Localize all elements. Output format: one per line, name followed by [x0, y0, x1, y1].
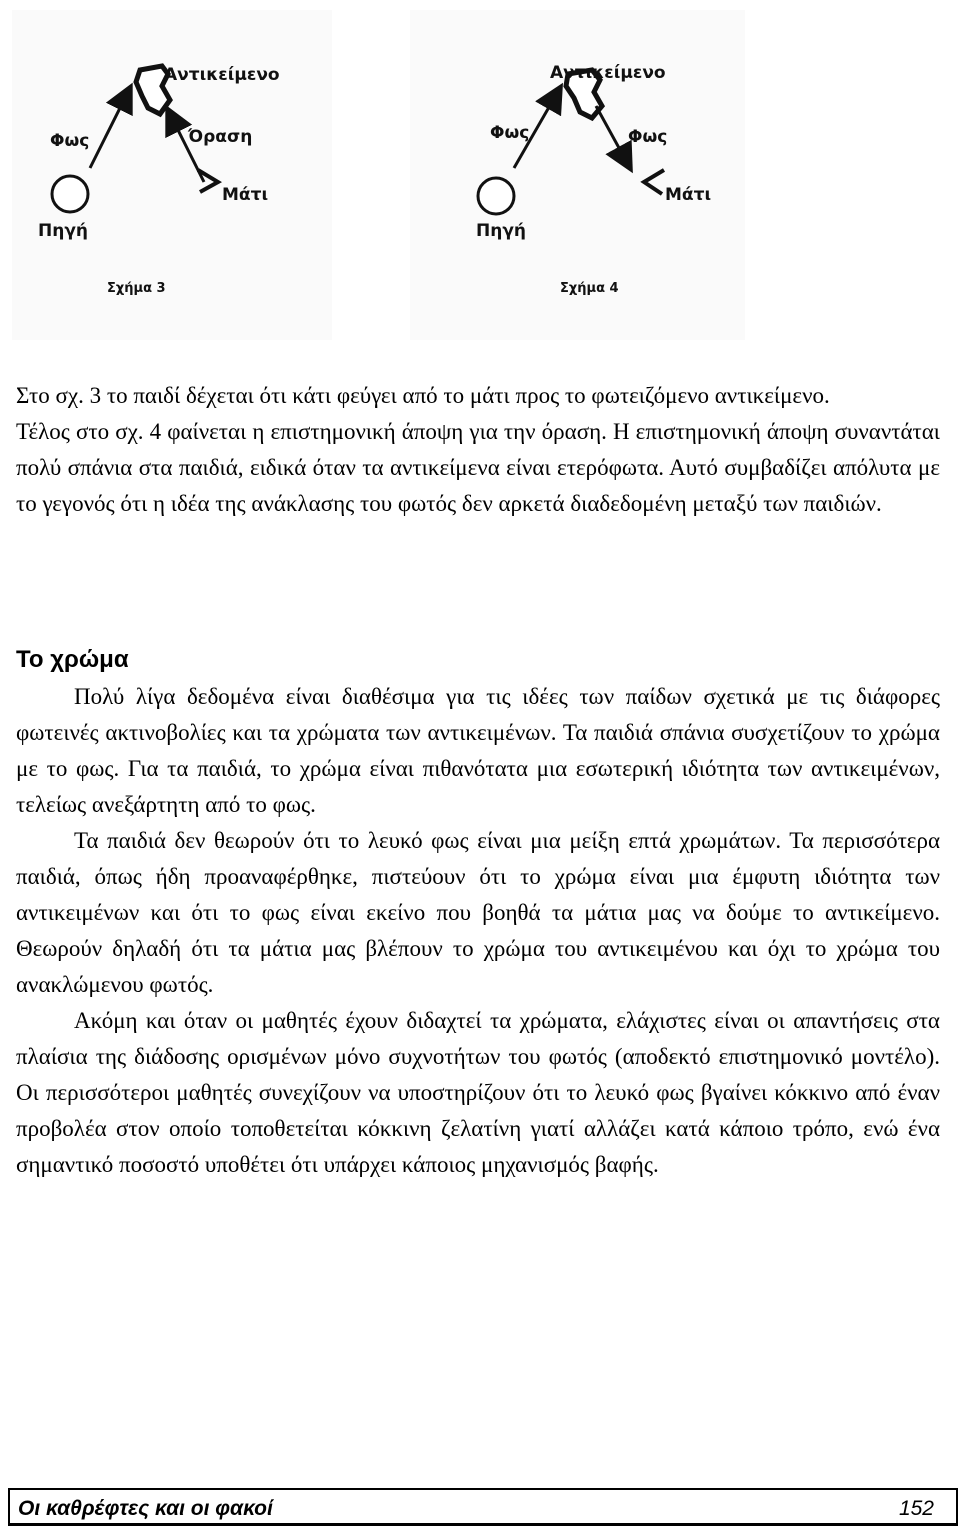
- light-arrow-object-to-eye: [596, 106, 630, 168]
- light-arrow: [90, 88, 130, 168]
- source-circle: [478, 178, 514, 214]
- label-eye: Μάτι: [665, 185, 712, 205]
- body-paragraph-3: Ακόμη και όταν οι μαθητές έχουν διδαχτεί τα χρώματα, ελάχιστες είναι οι απαντήσεις στα πλαίσια της διάδοσης ορισμένων μόνο συχνοτήτων του φωτός (αποδεκτό επιστημονικό μοντέλο). Οι περισσότεροι μαθητές συνεχίζουν να υποστηρίζουν ότι το λευκό φως βγαίνει κόκκινο από έναν προβολέα στον οποίο τοποθετείται κόκκινη ζελατίνη γιατί αλλάζει κατά κάποιο τρόπο, ενώ ένα σημαντικό ποσοστό υποθέτει ότι υπάρχει κάποιος μηχανισμός βαφής.: [16, 1008, 940, 1177]
- eye-shape: [198, 170, 218, 192]
- figure-3-diagram: [12, 10, 332, 340]
- label-light-right: Φως: [628, 127, 668, 147]
- intro-text: [16, 378, 940, 522]
- body-paragraph-1: Πολύ λίγα δεδομένα είναι διαθέσιμα για τις ιδέες των παίδων σχετικά με τις διάφορες φωτεινές ακτινοβολίες και τα χρώματα των αντικειμένων. Τα παιδιά σπάνια συσχετίζουν το χρώμα με το φως. Για τα παιδιά, το χρώμα είναι πιθανότατα μια εσωτερική ιδιότητα των αντικειμένων, τελείως ανεξάρτητη από το φως.: [16, 684, 940, 817]
- intro-paragraph-2: Τέλος στο σχ. 4 φαίνεται η επιστημονική άποψη για την όραση. Η επιστημονική άποψη συναντάται πολύ σπάνια στα παιδιά, ειδικά όταν τα αντικείμενα είναι ετερόφωτα. Αυτό συμβαδίζει απόλυτα με το γεγονός ότι η ιδέα της ανάκλασης του φωτός δεν αρκετά διαδεδομένη μεταξύ των παιδιών.: [16, 419, 940, 516]
- label-light-left: Φως: [490, 123, 530, 143]
- figure-4: [410, 10, 745, 340]
- page-number: 152: [898, 1497, 934, 1520]
- label-eye: Μάτι: [222, 185, 269, 205]
- page-footer: [8, 1488, 958, 1526]
- label-vision: Όραση: [188, 127, 253, 147]
- section-heading: Το χρώμα: [16, 646, 129, 673]
- label-source: Πηγή: [38, 221, 89, 241]
- body-paragraph-2: Τα παιδιά δεν θεωρούν ότι το λευκό φως είναι μια μείξη επτά χρωμάτων. Τα περισσότερα παιδιά, όπως ήδη προαναφέρθηκε, πιστεύουν ότι το χρώμα είναι μια έμφυτη ιδιότητα των αντικειμένων και ότι το φως είναι εκείνο που βοηθά τα μάτια μας να δούμε το αντικείμενο. Θεωρούν δηλαδή ότι τα μάτια μας βλέπουν το χρώμα του αντικειμένου και όχι το χρώμα του ανακλώμενου φωτός.: [16, 828, 940, 997]
- source-circle: [52, 176, 88, 212]
- label-object: Αντικείμενο: [164, 65, 280, 85]
- label-source: Πηγή: [476, 221, 527, 241]
- figure-3-caption: Σχήμα 3: [107, 281, 166, 296]
- figure-4-diagram: [410, 10, 745, 340]
- label-light: Φως: [50, 131, 90, 151]
- section-body: [16, 679, 940, 1183]
- figure-4-caption: Σχήμα 4: [560, 281, 619, 296]
- figure-3: [12, 10, 332, 340]
- footer-title: Οι καθρέφτες και οι φακοί: [18, 1497, 273, 1520]
- label-object: Αντικείμενο: [550, 63, 666, 83]
- eye-shape: [644, 170, 664, 194]
- intro-paragraph-1: Στο σχ. 3 το παιδί δέχεται ότι κάτι φεύγει από το μάτι προς το φωτειζόμενο αντικείμενο.: [16, 383, 830, 408]
